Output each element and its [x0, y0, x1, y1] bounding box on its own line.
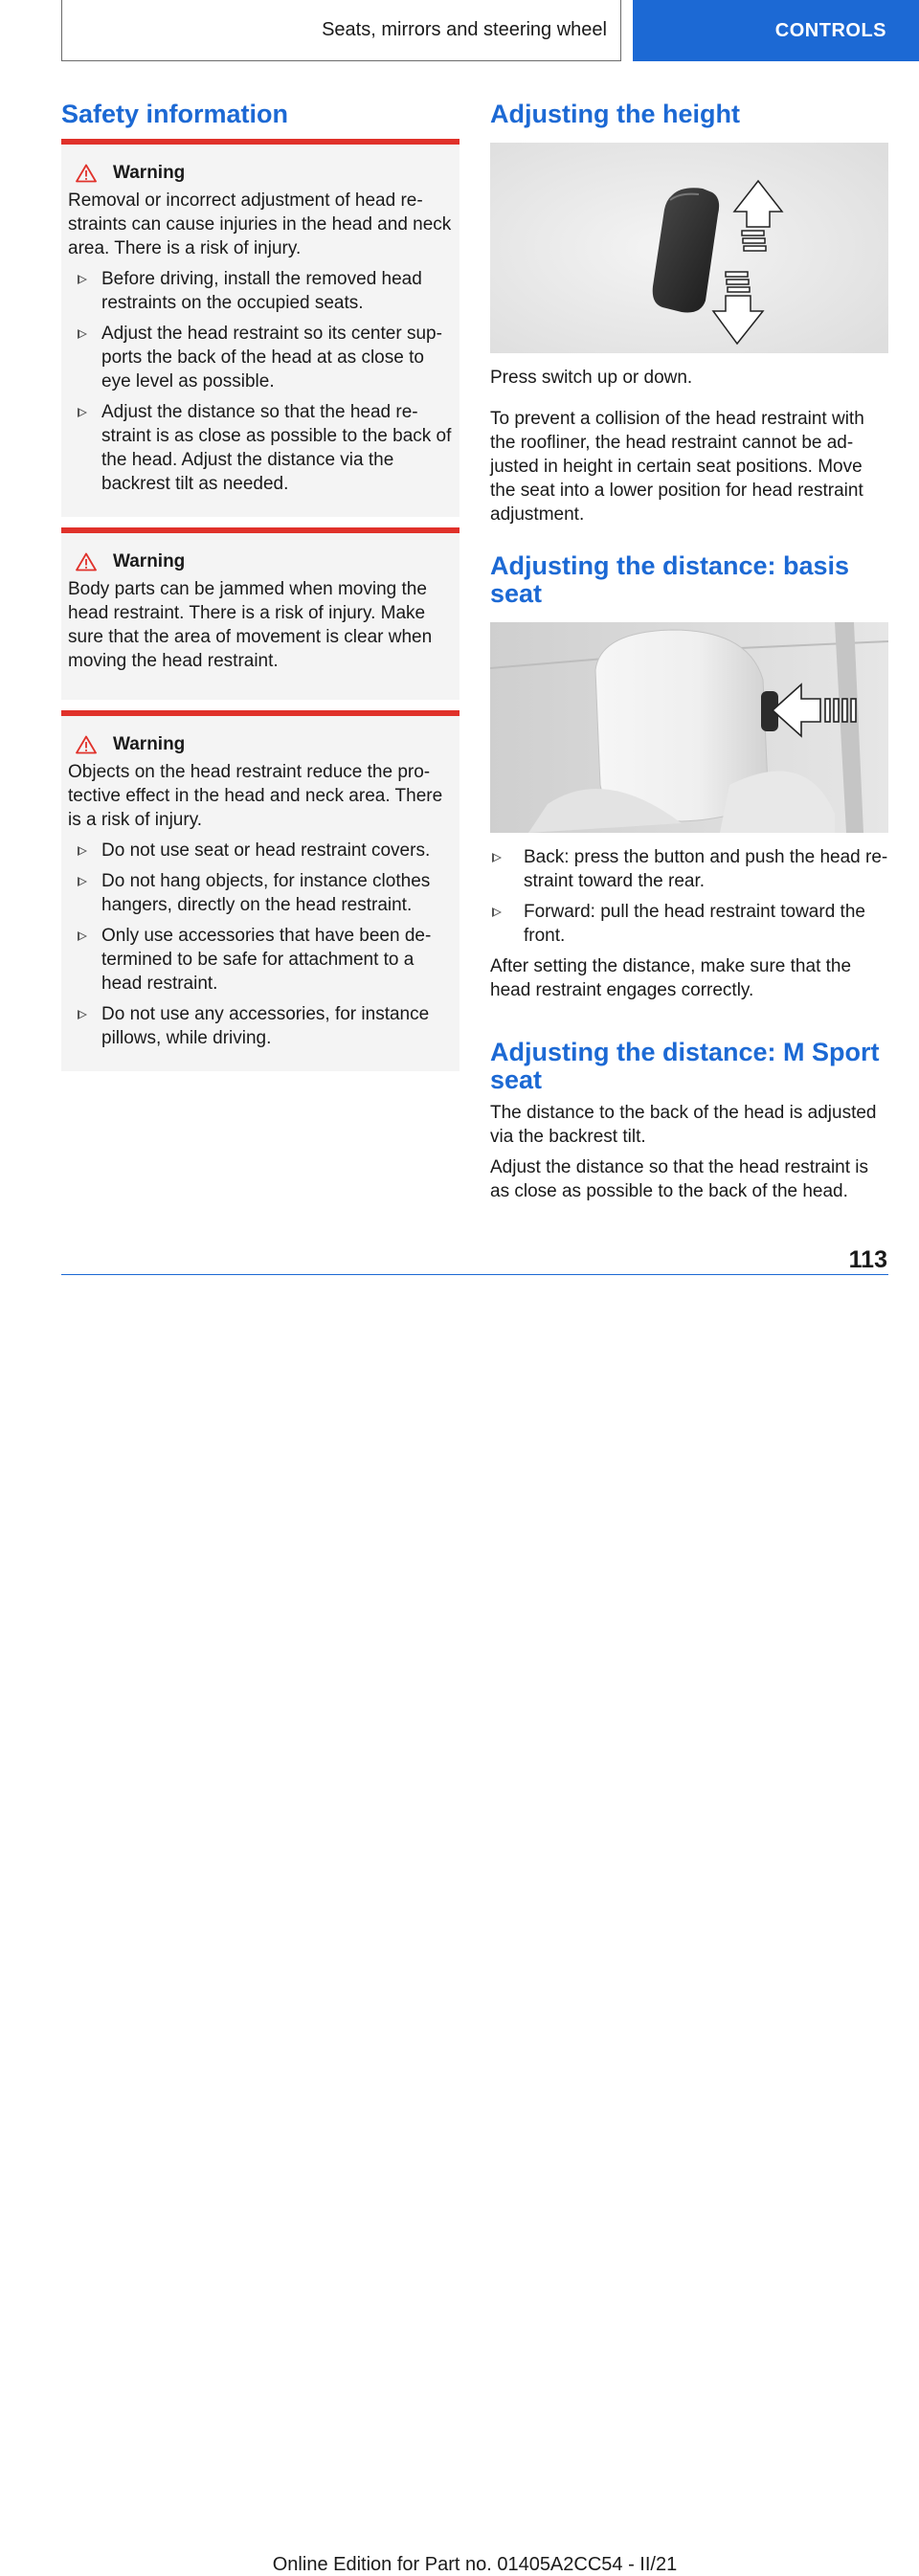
basis-seat-heading: Adjusting the distance: basis seat	[490, 551, 850, 608]
list-item: Only use accessories that have been de-termined to be safe for attachment to a head restraint.	[68, 924, 452, 996]
height-switch-illustration	[490, 143, 888, 353]
bullet-triangle-icon	[78, 931, 87, 941]
warning-text: Body parts can be jammed when moving the head restraint. There is a risk of injury. Make sure that the area of movement is clear when moving the head restraint.	[68, 579, 433, 671]
bullet-triangle-icon	[78, 408, 87, 417]
msport-seat-text-2: Adjust the distance so that the head restraint is as close as possible to the back of the head.	[490, 1157, 869, 1201]
warning-box-3	[61, 710, 460, 1071]
height-heading: Adjusting the height	[490, 100, 740, 128]
height-note: To prevent a collision of the head restraint with the roofliner, the head restraint cannot be ad-justed in height in certain seat positions. Move the seat into a lower position for head restraint adjustment.	[490, 409, 864, 525]
list-item: Adjust the distance so that the head re-straint is as close as possible to the back of the head. Adjust the distance via the backrest tilt as needed.	[68, 400, 452, 496]
bullet-triangle-icon	[492, 907, 502, 917]
warning-icon	[76, 164, 97, 183]
basis-seat-note: After setting the distance, make sure that the head restraint engages correctly.	[490, 956, 852, 1000]
warning-text: Removal or incorrect adjustment of head re-straints can cause injuries in the head and neck area. There is a risk of injury.	[68, 190, 452, 258]
warning-icon	[76, 552, 97, 571]
warning-text: Objects on the head restraint reduce the pro-tective effect in the head and neck area. There is a risk of injury.	[68, 762, 443, 830]
msport-seat-heading: Adjusting the distance: M Sport seat	[490, 1038, 880, 1094]
safety-heading: Safety information	[61, 100, 289, 128]
basis-seat-steps	[490, 845, 888, 954]
list-item: Forward: pull the head restraint toward the front.	[490, 900, 888, 948]
section-title: Seats, mirrors and steering wheel	[322, 19, 607, 40]
warning-box-2	[61, 527, 460, 700]
list-item: Do not use seat or head restraint covers.	[68, 839, 452, 862]
list-item: Do not hang objects, for instance clothes hangers, directly on the head restraint.	[68, 869, 452, 917]
bullet-triangle-icon	[492, 853, 502, 862]
edition-note: Online Edition for Part no. 01405A2CC54 - II/21	[272, 2554, 678, 2575]
list-item: Adjust the head restraint so its center sup-ports the back of the head at as close to eye level as possible.	[68, 322, 452, 393]
basis-seat-illustration	[490, 622, 888, 833]
bullet-triangle-icon	[78, 1010, 87, 1019]
bullet-triangle-icon	[78, 275, 87, 284]
height-instruction: Press switch up or down.	[490, 368, 693, 388]
warning-title: Warning	[113, 551, 186, 571]
footer-rule	[61, 1274, 888, 2575]
bullet-triangle-icon	[78, 846, 87, 856]
list-item: Back: press the button and push the head re-straint toward the rear.	[490, 845, 888, 893]
list-item: Before driving, install the removed head restraints on the occupied seats.	[68, 267, 452, 315]
chapter-header	[633, 0, 919, 61]
warning-title: Warning	[113, 163, 186, 183]
bullet-triangle-icon	[78, 877, 87, 886]
page-number: 113	[848, 1246, 887, 1273]
msport-seat-text-1: The distance to the back of the head is adjusted via the backrest tilt.	[490, 1103, 877, 1147]
section-header	[61, 0, 621, 61]
chapter-title: CONTROLS	[774, 19, 886, 41]
warning-icon	[76, 735, 97, 754]
list-item: Do not use any accessories, for instance pillows, while driving.	[68, 1002, 452, 1050]
bullet-triangle-icon	[78, 329, 87, 339]
warning-title: Warning	[113, 734, 186, 754]
warning-box-1	[61, 139, 460, 517]
